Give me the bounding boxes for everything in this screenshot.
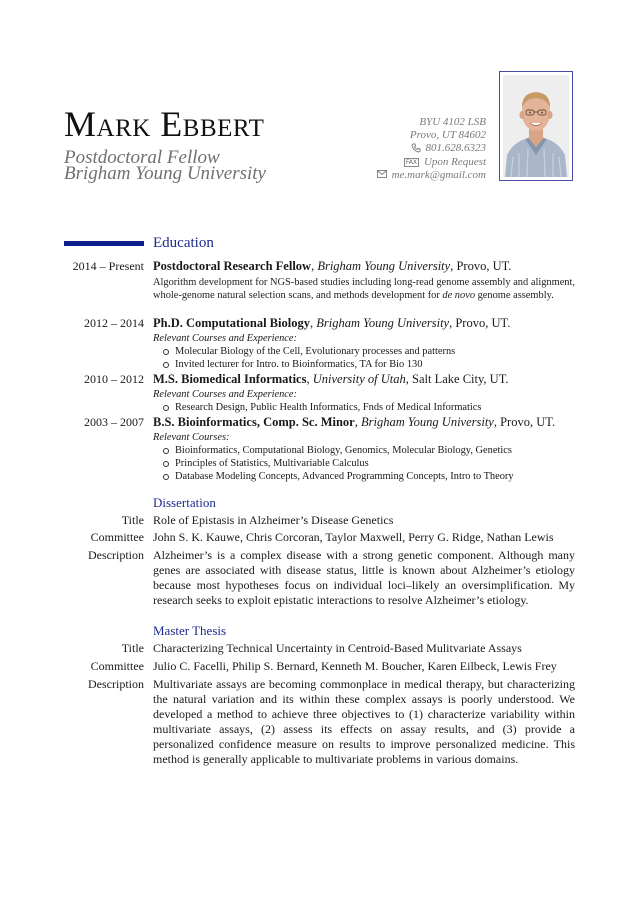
entry-courses-label: Relevant Courses and Experience: xyxy=(153,389,297,400)
entry-heading: B.S. Bioinformatics, Comp. Sc. Minor, Brigham Young University, Provo, UT. xyxy=(153,415,556,429)
description-emphasis: de novo xyxy=(442,290,476,301)
entry-school: Brigham Young University xyxy=(360,415,494,429)
institution: Brigham Young University xyxy=(64,163,266,184)
envelope-icon xyxy=(377,170,387,181)
row-value: Alzheimer’s is a complex disease with a strong genetic component. Although many genes are associated with disease status, little is known about Alzheimer’s etiology because most hypotheses focus on individual loci–likely an oversimplification. My research seeks to exploit epistatic interactions to resolve Alzheimer’s etiology. xyxy=(153,548,575,607)
entry-degree: Ph.D. Computational Biology xyxy=(153,316,310,330)
list-item-text: Invited lecturer for Intro. to Bioinformatics, TA for Bio 130 xyxy=(175,359,423,370)
entry-degree: B.S. Bioinformatics, Comp. Sc. Minor xyxy=(153,415,355,429)
row-key: Description xyxy=(88,677,144,691)
entry-heading: Postdoctoral Research Fellow, Brigham Young University, Provo, UT. xyxy=(153,259,512,273)
row-key: Description xyxy=(88,548,144,562)
address-line-1: BYU 4102 LSB xyxy=(419,116,486,128)
bullet-icon xyxy=(163,349,169,355)
row-key: Title xyxy=(121,641,144,655)
entry-degree: Postdoctoral Research Fellow xyxy=(153,259,312,273)
entry-degree: M.S. Biomedical Informatics xyxy=(153,372,307,386)
address-line-2: Provo, UT 84602 xyxy=(409,129,486,142)
list-item xyxy=(163,457,575,470)
email-link[interactable]: me.mark@gmail.com xyxy=(391,168,486,181)
course-list xyxy=(153,401,575,414)
entry-heading: M.S. Biomedical Informatics, University of Utah, Salt Lake City, UT. xyxy=(153,372,509,386)
list-item xyxy=(163,345,575,358)
row-key: Committee xyxy=(90,659,144,673)
list-item-text: Molecular Biology of the Cell, Evolutionary processes and patterns xyxy=(175,346,456,357)
entry-description xyxy=(153,276,575,302)
bullet-icon xyxy=(163,405,169,411)
entry-dates: 2012 – 2014 xyxy=(84,316,144,330)
description-text-end: genome assembly. xyxy=(475,290,554,301)
bullet-icon xyxy=(163,362,169,368)
subsection-title-dissertation: Dissertation xyxy=(153,495,216,510)
row-value: Julio C. Facelli, Philip S. Bernard, Kenneth M. Boucher, Karen Eilbeck, Lewis Frey xyxy=(153,659,557,673)
list-item-text: Principles of Statistics, Multivariable Calculus xyxy=(175,458,369,469)
person-name: Mark Ebbert xyxy=(64,104,265,144)
profile-photo-frame xyxy=(499,71,573,181)
list-item-text: Database Modeling Concepts, Advanced Programming Concepts, Intro to Theory xyxy=(175,471,514,482)
entry-dates: 2003 – 2007 xyxy=(84,415,144,429)
list-item-text: Research Design, Public Health Informatics, Fnds of Medical Informatics xyxy=(175,402,482,413)
entry-school: University of Utah xyxy=(312,372,406,386)
entry-school: Brigham Young University xyxy=(316,316,450,330)
row-value: John S. K. Kauwe, Chris Corcoran, Taylor Maxwell, Perry G. Ridge, Nathan Lewis xyxy=(153,530,554,544)
section-rule-bar xyxy=(64,241,144,246)
entry-location: , Salt Lake City, UT. xyxy=(405,372,509,386)
row-value: Characterizing Technical Uncertainty in Centroid-Based Mulitvariate Assays xyxy=(153,641,522,655)
phone-number: 801.628.6323 xyxy=(425,142,486,155)
bullet-icon xyxy=(163,474,169,480)
section-title-education: Education xyxy=(153,235,214,251)
entry-dates: 2014 – Present xyxy=(72,259,144,273)
contact-block xyxy=(377,116,486,182)
bullet-icon xyxy=(163,461,169,467)
course-list xyxy=(153,345,575,371)
entry-location: , Provo, UT. xyxy=(449,316,511,330)
fax-icon: FAX xyxy=(405,158,417,166)
course-list xyxy=(153,444,575,483)
profile-photo xyxy=(503,75,569,177)
bullet-icon xyxy=(163,448,169,454)
entry-heading: Ph.D. Computational Biology, Brigham Young University, Provo, UT. xyxy=(153,316,511,330)
entry-dates: 2010 – 2012 xyxy=(84,372,144,386)
row-value: Role of Epistasis in Alzheimer’s Disease Genetics xyxy=(153,513,394,527)
row-key: Committee xyxy=(90,530,144,544)
phone-icon xyxy=(411,143,421,156)
entry-school: Brigham Young University xyxy=(317,259,451,273)
list-item xyxy=(163,358,575,371)
fax-number: Upon Request xyxy=(423,155,486,168)
job-title: Postdoctoral Fellow xyxy=(64,147,220,168)
row-value: Multivariate assays are becoming commonplace in medical therapy, but characterizing the natural variation and its within these complex assays is poorly understood. We developed a method to achieve three objectives to (1) characterize variability within multivariate assays, (2) assess its effects on assay results, and (3) provide a personalized confidence measure on results to improve personalized medicine. This method is generally applicable to multivariate problems in various domains. xyxy=(153,677,575,766)
entry-courses-label: Relevant Courses and Experience: xyxy=(153,333,297,344)
description-text: Algorithm development for NGS-based studies including long-read genome assembly and alignment, whole-genome natural selection scans, and methods development for xyxy=(153,277,575,301)
entry-courses-label: Relevant Courses: xyxy=(153,432,230,443)
subsection-title-master-thesis: Master Thesis xyxy=(153,623,227,638)
list-item-text: Bioinformatics, Computational Biology, Genomics, Molecular Biology, Genetics xyxy=(175,445,512,456)
list-item xyxy=(163,401,575,414)
entry-location: , Provo, UT. xyxy=(450,259,512,273)
list-item xyxy=(163,444,575,457)
row-key: Title xyxy=(121,513,144,527)
list-item xyxy=(163,470,575,483)
entry-location: , Provo, UT. xyxy=(493,415,556,429)
